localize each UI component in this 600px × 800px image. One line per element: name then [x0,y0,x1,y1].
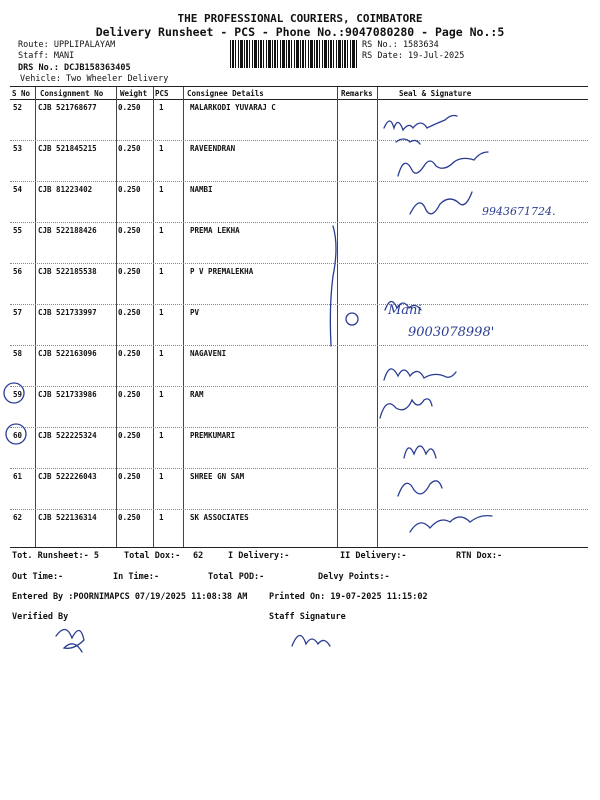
row-pcs: 1 [159,144,164,153]
circle-mark-59 [4,383,24,403]
handwritten-phone-2: 9003078998' [408,325,495,340]
row-weight: 0.250 [118,472,141,481]
row-consignee: PV [190,308,200,317]
company-title: THE PROFESSIONAL COURIERS, COIMBATORE [177,12,423,25]
signature-row-54 [410,192,472,214]
signature-row-52-initials [396,139,420,144]
row-pcs: 1 [159,308,164,317]
row-consignment: CJB 81223402 [38,185,93,194]
col-header-consignee: Consignee Details [187,89,264,98]
bracket-mark [330,226,336,346]
i-delivery: I Delivery:- [228,551,290,561]
signature-row-62 [410,516,492,532]
total-dox-value: 62 [193,551,204,561]
total-dox-label: Total Dox:- [124,551,181,561]
signature-row-61 [398,481,442,496]
staff-signature-label: Staff Signature [269,612,346,622]
col-header-pcs: PCS [155,89,169,98]
out-time: Out Time:- [12,572,64,582]
ii-delivery: II Delivery:- [340,551,407,561]
col-header-weight: Weight [120,89,148,98]
row-pcs: 1 [159,472,164,481]
row-pcs: 1 [159,267,164,276]
row-consignment: CJB 521733997 [38,308,97,317]
rs-number: RS No.: 1583634 [362,40,439,50]
signature-row-52 [384,116,457,131]
row-consignment: CJB 522225324 [38,431,97,440]
row-pcs: 1 [159,349,164,358]
row-weight: 0.250 [118,513,141,522]
row-sno: 56 [13,267,23,276]
row-sno: 57 [13,308,23,317]
entered-by: Entered By :POORNIMAPCS 07/19/2025 11:08:38 AM [12,592,248,602]
row-pcs: 1 [159,390,164,399]
col-header-remarks: Remarks [341,89,373,98]
col-header-consignment: Consignment No [40,89,104,98]
row-consignment: CJB 521845215 [38,144,97,153]
handwritten-phone-1: 9943671724. [482,205,556,218]
row-sno: 62 [13,513,23,522]
row-sno: 60 [13,431,23,440]
row-weight: 0.250 [118,308,141,317]
row-consignee: MALARKODI YUVARAJ C [190,103,276,112]
signature-row-59 [380,399,432,418]
row-consignee: RAVEENDRAN [190,144,236,153]
route-label: Route: UPPLIPALAYAM [18,40,116,50]
staff-label: Staff: MANI [18,51,75,61]
row-sno: 61 [13,472,23,481]
delvy-points: Delvy Points:- [318,572,390,582]
row-weight: 0.250 [118,431,141,440]
runsheet-subtitle: Delivery Runsheet - PCS - Phone No.:9047080280 - Page No.:5 [95,25,505,39]
row-consignee: SHREE GN SAM [190,472,245,481]
tot-runsheet: Tot. Runsheet:- 5 [12,551,99,561]
in-time: In Time:- [113,572,160,582]
row-consignee: NAMBI [190,185,213,194]
verified-by-label: Verified By [12,612,69,622]
col-header-sno: S No [12,89,31,98]
row-consignment: CJB 521733986 [38,390,97,399]
row-consignee: RAM [190,390,204,399]
rs-date: RS Date: 19-Jul-2025 [362,51,465,61]
circle-mark-60 [6,424,26,444]
row-pcs: 1 [159,185,164,194]
row-weight: 0.250 [118,267,141,276]
verified-by-signature [56,629,84,652]
handwritten-name: Mani [388,303,422,318]
signature-row-60 [404,446,436,458]
row-weight: 0.250 [118,226,141,235]
printed-on: Printed On: 19-07-2025 11:15:02 [269,592,428,602]
row-pcs: 1 [159,431,164,440]
circle-mark [346,313,358,325]
vehicle-label: Vehicle: Two Wheeler Delivery [20,74,169,84]
row-sno: 55 [13,226,23,235]
staff-signature-mark [292,635,330,646]
row-consignment: CJB 522226043 [38,472,97,481]
row-weight: 0.250 [118,185,141,194]
row-consignee: PREMKUMARI [190,431,236,440]
row-pcs: 1 [159,226,164,235]
row-weight: 0.250 [118,349,141,358]
row-consignment: CJB 522185538 [38,267,97,276]
row-consignee: P V PREMALEKHA [190,267,254,276]
signature-row-58 [384,369,456,380]
rtn-dox: RTN Dox:- [456,551,503,561]
row-consignee: NAGAVENI [190,349,227,358]
row-consignment: CJB 521768677 [38,103,97,112]
total-pod: Total POD:- [208,572,265,582]
row-consignment: CJB 522136314 [38,513,97,522]
row-consignment: CJB 522188426 [38,226,97,235]
col-header-signature: Seal & Signature [399,89,472,98]
signature-row-53 [398,152,488,176]
row-consignee: PREMA LEKHA [190,226,240,235]
row-sno: 59 [13,390,23,399]
row-weight: 0.250 [118,144,141,153]
row-weight: 0.250 [118,390,141,399]
row-consignment: CJB 522163096 [38,349,97,358]
row-pcs: 1 [159,103,164,112]
row-sno: 58 [13,349,23,358]
row-sno: 52 [13,103,23,112]
row-weight: 0.250 [118,103,141,112]
row-pcs: 1 [159,513,164,522]
row-sno: 53 [13,144,23,153]
row-sno: 54 [13,185,23,194]
row-consignee: SK ASSOCIATES [190,513,249,522]
drs-number: DRS No.: DCJB158363405 [18,63,131,73]
